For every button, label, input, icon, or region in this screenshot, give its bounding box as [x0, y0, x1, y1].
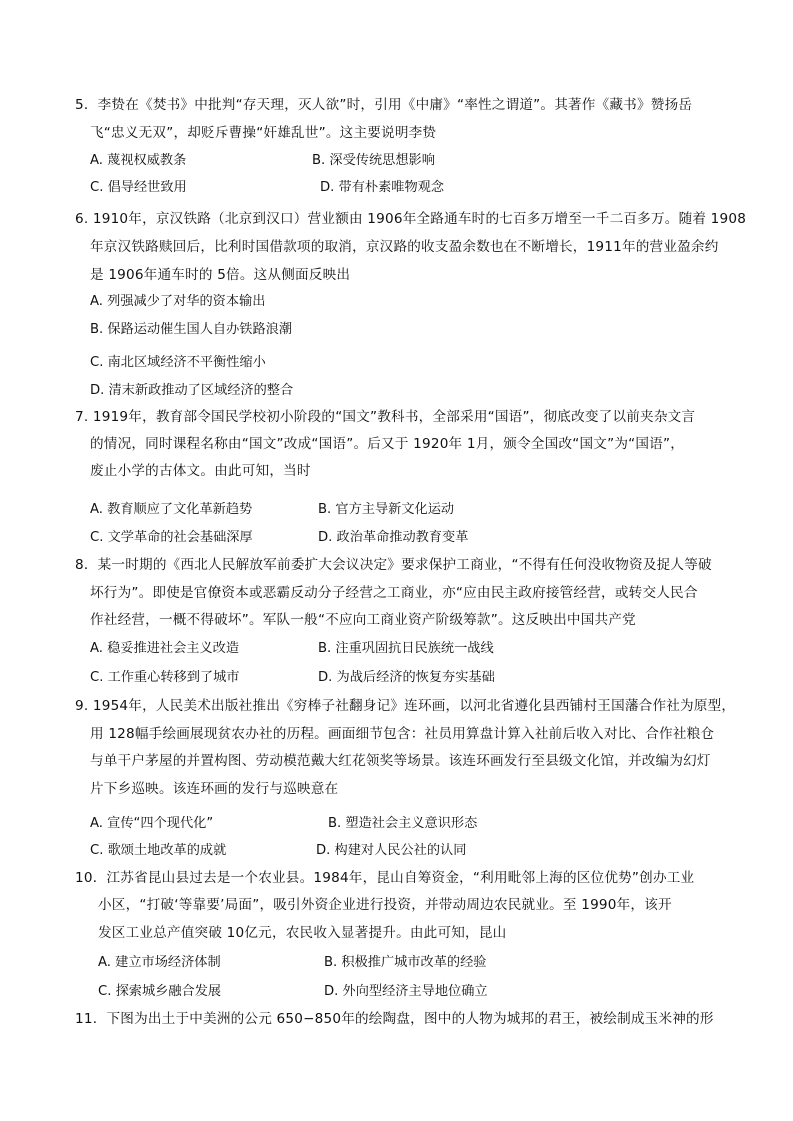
option-a[interactable]: A. 教育顺应了文化革新趋势: [90, 502, 253, 517]
option-d[interactable]: D. 为战后经济的恢复夯实基础: [318, 670, 495, 685]
option-b[interactable]: B. 官方主导新文化运动: [318, 502, 455, 517]
option-c[interactable]: C. 歌颂土地改革的成就: [90, 843, 227, 858]
question-text-line: 8．某一时期的《西北人民解放军前委扩大会议决定》要求保护工商业，“不得有任何没收物资及捉人等破: [75, 557, 712, 573]
question-text-line: 飞“忠义无双”，却贬斥曹操“奸雄乱世”。这主要说明李贽: [90, 125, 437, 141]
question-text-line: 9. 1954年，人民美术出版社推出《穷棒子社翻身记》连环画，以河北省遵化县西铺村王国藩合作社为原型，: [75, 698, 736, 714]
question-text-line: 发区工业总产值突破 10亿元，农民收入显著提升。由此可知，昆山: [98, 925, 507, 941]
option-c[interactable]: C. 倡导经世致用: [90, 180, 187, 195]
question-text-line: 与单干户茅屋的并置构图、劳动模范戴大红花领奖等场景。该连环画发行至县级文化馆，并改编为幻灯: [90, 753, 711, 769]
question-text-line: 小区，“打破‘等靠要’局面”，吸引外资企业进行投资，并带动周边农民就业。至 1990年，该开: [98, 897, 672, 913]
option-d[interactable]: D. 构建对人民公社的认同: [316, 843, 467, 858]
question-text-line: 7. 1919年，教育部令国民学校初小阶段的“国文”教科书，全部采用“国语”，彻底改变了以前夹杂文言: [75, 409, 696, 425]
question-text-line: 废止小学的古体文。由此可知，当时: [90, 463, 311, 479]
question-text-line: 的情况，同时课程名称由“国文”改成“国语”。后又于 1920年 1月，颁令全国改“国文”为“国语”，: [90, 436, 685, 452]
option-d[interactable]: D. 政治革命推动教育变革: [318, 530, 469, 545]
option-b[interactable]: B. 保路运动催生国人自办铁路浪潮: [90, 322, 293, 337]
question-text-line: 年京汉铁路赎回后，比利时国借款项的取消，京汉路的收支盈余数也在不断增长，1911年的营业盈余约: [90, 239, 719, 255]
option-b[interactable]: B. 注重巩固抗日民族统一战线: [318, 641, 494, 656]
option-a[interactable]: A. 列强减少了对华的资本输出: [90, 294, 266, 309]
option-c[interactable]: C. 文学革命的社会基础深厚: [90, 530, 253, 545]
question-text-line: 用 128幅手绘画展现贫农办社的历程。画面细节包含：社员用算盘计算入社前后收入对比、合作社粮仓: [90, 726, 715, 742]
option-c[interactable]: C. 探索城乡融合发展: [98, 984, 222, 999]
option-d[interactable]: D. 外向型经济主导地位确立: [324, 984, 488, 999]
question-text-line: 作社经营，一概不得破坏”。军队一般“不应向工商业资产阶级筹款”。这反映出中国共产党: [90, 612, 636, 628]
question-text-line: 片下乡巡映。该连环画的发行与巡映意在: [90, 781, 339, 797]
question-text-line: 6. 1910年，京汉铁路（北京到汉口）营业额由 1906年全路通车时的七百多万增至一千二百多万。随着 1908: [75, 211, 747, 227]
option-c[interactable]: C. 南北区域经济不平衡性缩小: [90, 355, 266, 370]
question-text-line: 5．李贽在《焚书》中批判“存天理，灭人欲”时，引用《中庸》“率性之谓道”。其著作《藏书》赞扬岳: [75, 97, 693, 113]
option-b[interactable]: B. 塑造社会主义意识形态: [328, 816, 478, 831]
question-text-line: 10．江苏省昆山县过去是一个农业县。1984年，昆山自筹资金，“利用毗邻上海的区位优势”创办工业: [75, 870, 695, 886]
option-a[interactable]: A. 宣传“四个现代化”: [90, 816, 214, 831]
option-c[interactable]: C. 工作重心转移到了城市: [90, 670, 240, 685]
question-text-line: 11．下图为出土于中美洲的公元 650−850年的绘陶盘，图中的人物为城邦的君王，被绘制成玉米神的形: [75, 1011, 714, 1027]
option-b[interactable]: B. 深受传统思想影响: [312, 153, 435, 168]
option-a[interactable]: A. 稳妥推进社会主义改造: [90, 641, 240, 656]
question-text-line: 坏行为”。即使是官僚资本或恶霸反动分子经营之工商业，亦“应由民主政府接管经营，或转交人民合: [90, 585, 698, 601]
option-b[interactable]: B. 积极推广城市改革的经验: [324, 955, 487, 970]
option-a[interactable]: A. 建立市场经济体制: [98, 955, 221, 970]
option-a[interactable]: A. 蔑视权威教条: [90, 153, 187, 168]
question-text-line: 是 1906年通车时的 5倍。这从侧面反映出: [90, 267, 351, 283]
option-d[interactable]: D. 清末新政推动了区域经济的整合: [90, 383, 294, 398]
option-d[interactable]: D. 带有朴素唯物观念: [320, 180, 445, 195]
